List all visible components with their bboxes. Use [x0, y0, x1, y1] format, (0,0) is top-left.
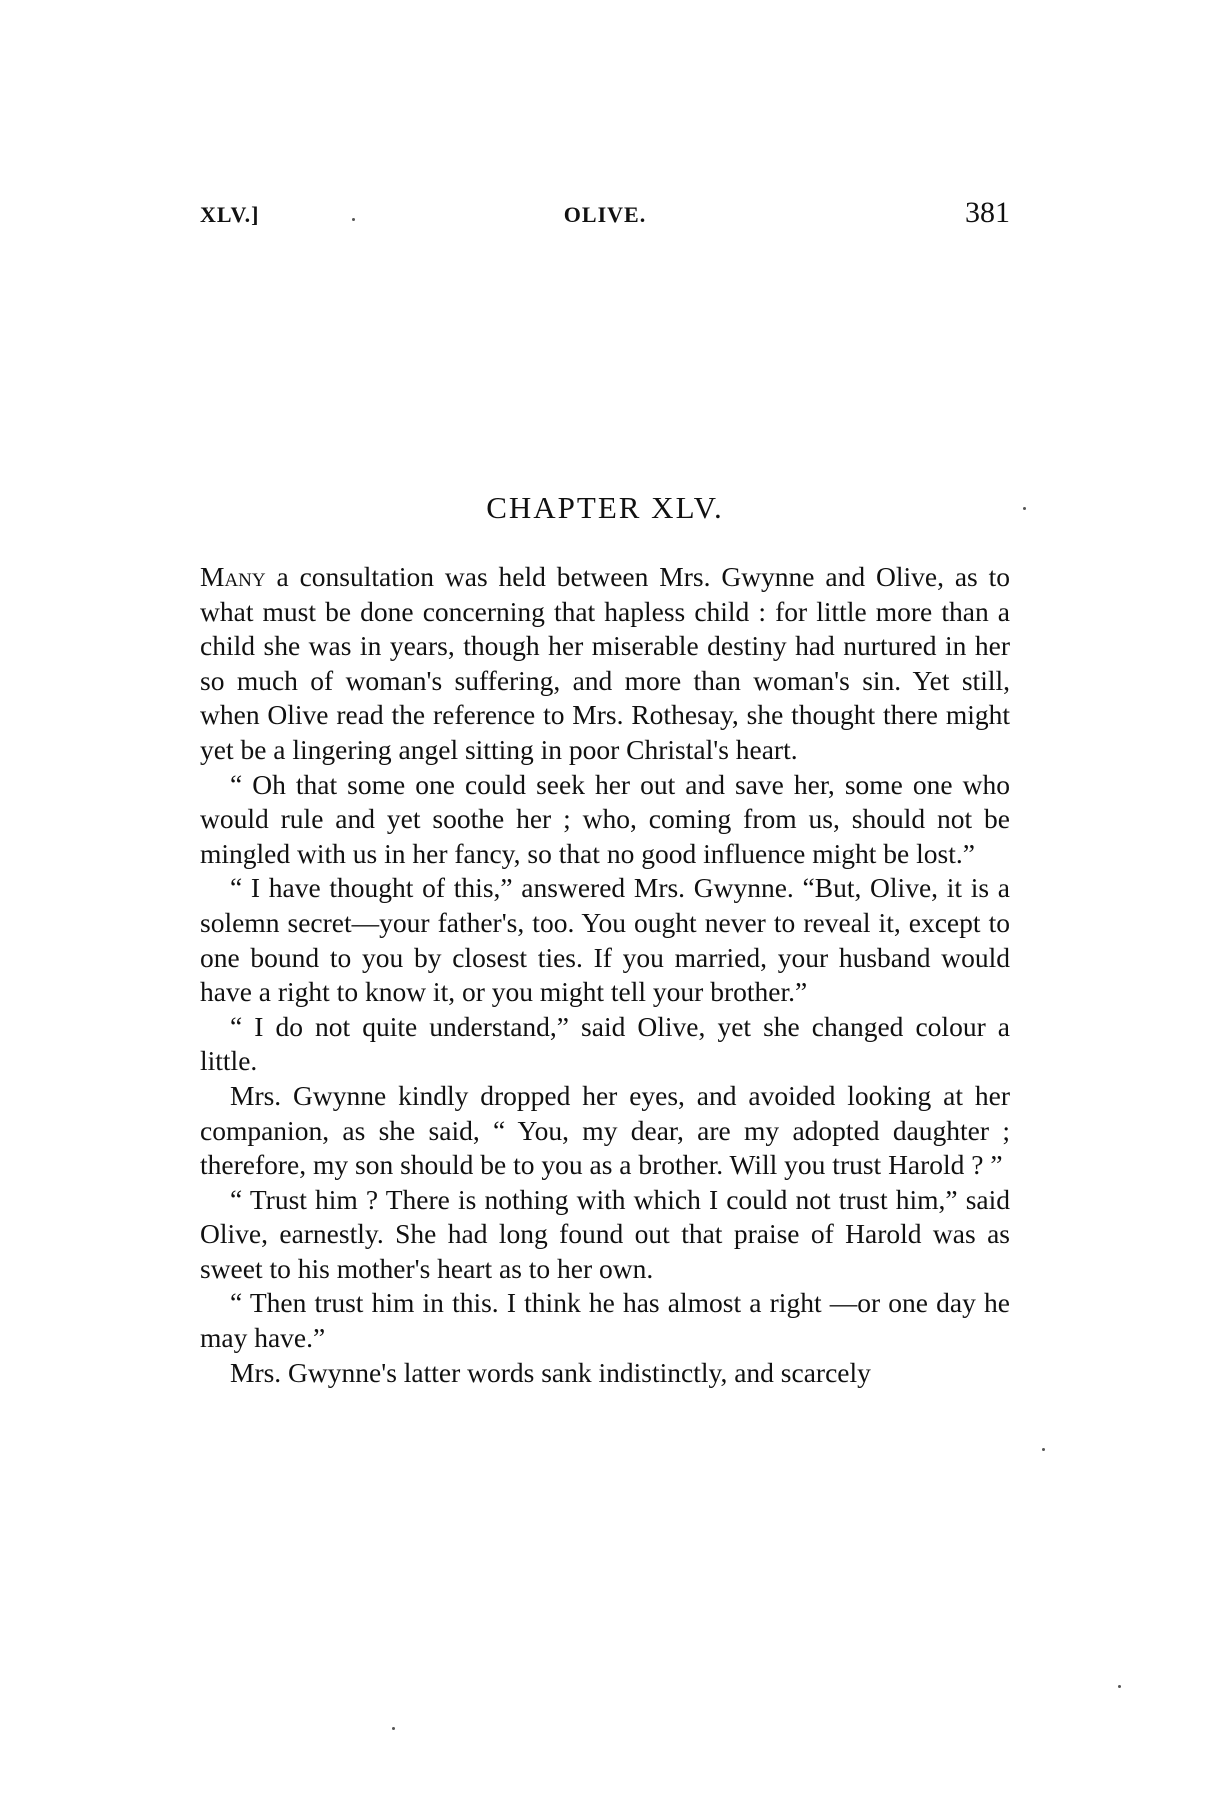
paragraph: “ I have thought of this,” answered Mrs. Gwynne. “But, Olive, it is a solemn secret—your father's, too. You ought never to reveal it, except to one bound to you by closest ties. If you married, your husband would have a right to know it, or you might tell your brother.”: [200, 872, 1010, 1008]
paragraph: “ Trust him ? There is nothing with which I could not trust him,” said Olive, earnestly. She had long found out that praise of Harold was as sweet to his mother's heart as to her own.: [200, 1183, 1010, 1284]
paragraph: “ I do not quite understand,” said Olive, yet she changed colour a little.: [200, 1010, 1010, 1077]
page-number: 381: [965, 196, 1010, 229]
book-title: OLIVE.: [563, 202, 647, 227]
print-speck: [1118, 1685, 1121, 1688]
paragraph: “ Then trust him in this. I think he has almost a right —or one day he may have.”: [200, 1287, 1010, 1354]
paragraph-text: a consultation was held between Mrs. Gwynne and Olive, as to what must be done concerning that hapless child : for little more than a child she was in years, though her miserable destiny had nurtured in her so much of woman's suffering, and more than woman's sin. Yet still, when Olive read the reference to Mrs. Rothesay, she thought there might yet be a lingering angel sitting in poor Christal's heart.: [200, 561, 1010, 765]
paragraph: Mrs. Gwynne kindly dropped her eyes, and avoided looking at her companion, as she said, “ You, my dear, are my adopted daughter ; therefore, my son should be to you as a brother. Will you trust Harold ? ”: [200, 1079, 1010, 1181]
chapter-marker: XLV.]: [200, 202, 260, 227]
running-head: [200, 196, 1010, 236]
print-speck: [392, 1727, 395, 1730]
print-speck: [352, 218, 355, 221]
print-speck: [1042, 1448, 1045, 1451]
paragraph: [200, 560, 1010, 768]
paragraph: Mrs. Gwynne's latter words sank indistinctly, and scarcely: [230, 1356, 871, 1388]
print-speck: [1023, 507, 1026, 510]
paragraph: “ Oh that some one could seek her out and save her, some one who would rule and yet soothe her ; who, coming from us, should not be mingled with us in her fancy, so that no good influence might be lost.”: [200, 768, 1010, 869]
chapter-title: CHAPTER XLV.: [486, 490, 724, 525]
paragraph-lead-word: Many: [200, 561, 266, 592]
body-text: [200, 560, 1010, 1390]
